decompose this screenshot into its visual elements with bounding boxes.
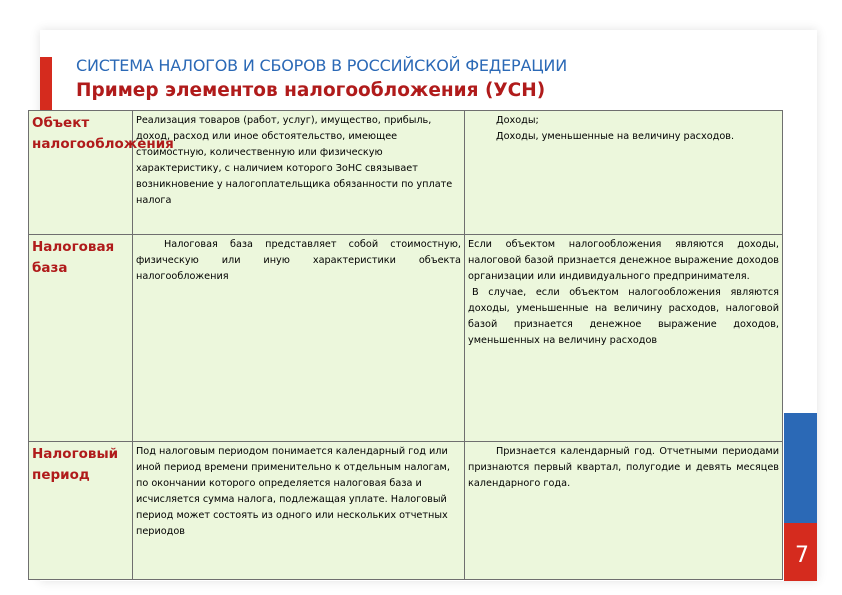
definition-text: Реализация товаров (работ, услуг), имущество, прибыль, доход, расход или иное обстоятельство, имеющее стоимостную, количественную или физическую характеристику, с наличием которого ЗоНС связывает возникновение у налогоплательщика обязанности по уплате налога [136, 115, 453, 206]
page-title: СИСТЕМА НАЛОГОВ И СБОРОВ В РОССИЙСКОЙ ФЕДЕРАЦИИ [76, 56, 567, 75]
row-label-period: Налоговый период [29, 442, 133, 580]
table-row [29, 111, 783, 235]
table-row [29, 442, 783, 580]
definition-cell [133, 235, 465, 442]
flag-blue-stripe [784, 413, 817, 523]
usn-text: Признается календарный год. Отчетными периодами признаются первый квартал, полугодие и девять месяцев календарного года. [468, 446, 779, 489]
page-number: 7 [795, 543, 809, 568]
usn-text: Доходы, уменьшенные на величину расходов. [496, 131, 735, 142]
definition-cell [133, 442, 465, 580]
usn-cell [465, 235, 783, 442]
tax-elements-table [28, 110, 783, 580]
usn-text: Доходы; [496, 115, 539, 126]
table-row [29, 235, 783, 442]
usn-text: Если объектом налогообложения являются доходы, налоговой базой признается денежное выражение доходов организации или индивидуального предпринимателя. [468, 239, 779, 282]
row-label-base: Налоговая база [29, 235, 133, 442]
usn-text: В случае, если объектом налогообложения являются доходы, уменьшенные на величину расходов, налоговой базой признается денежное выражение доходов, уменьшенных на величину расходов [468, 287, 779, 346]
red-accent-bar [40, 57, 52, 111]
usn-cell [465, 442, 783, 580]
usn-cell [465, 111, 783, 235]
row-label-object: Объект налогообложения [29, 111, 133, 235]
definition-text: Налоговая база представляет собой стоимостную, физическую или иную характеристики объекта налогообложения [136, 239, 461, 282]
definition-text: Под налоговым периодом понимается календарный год или иной период времени применительно к отдельным налогам, по окончании которого определяется налоговая база и исчисляется сумма налога, подлежащая уплате. Налоговый период может состоять из одного или нескольких отчетных периодов [136, 446, 450, 537]
definition-cell [133, 111, 465, 235]
page-subtitle: Пример элементов налогообложения (УСН) [76, 80, 546, 101]
